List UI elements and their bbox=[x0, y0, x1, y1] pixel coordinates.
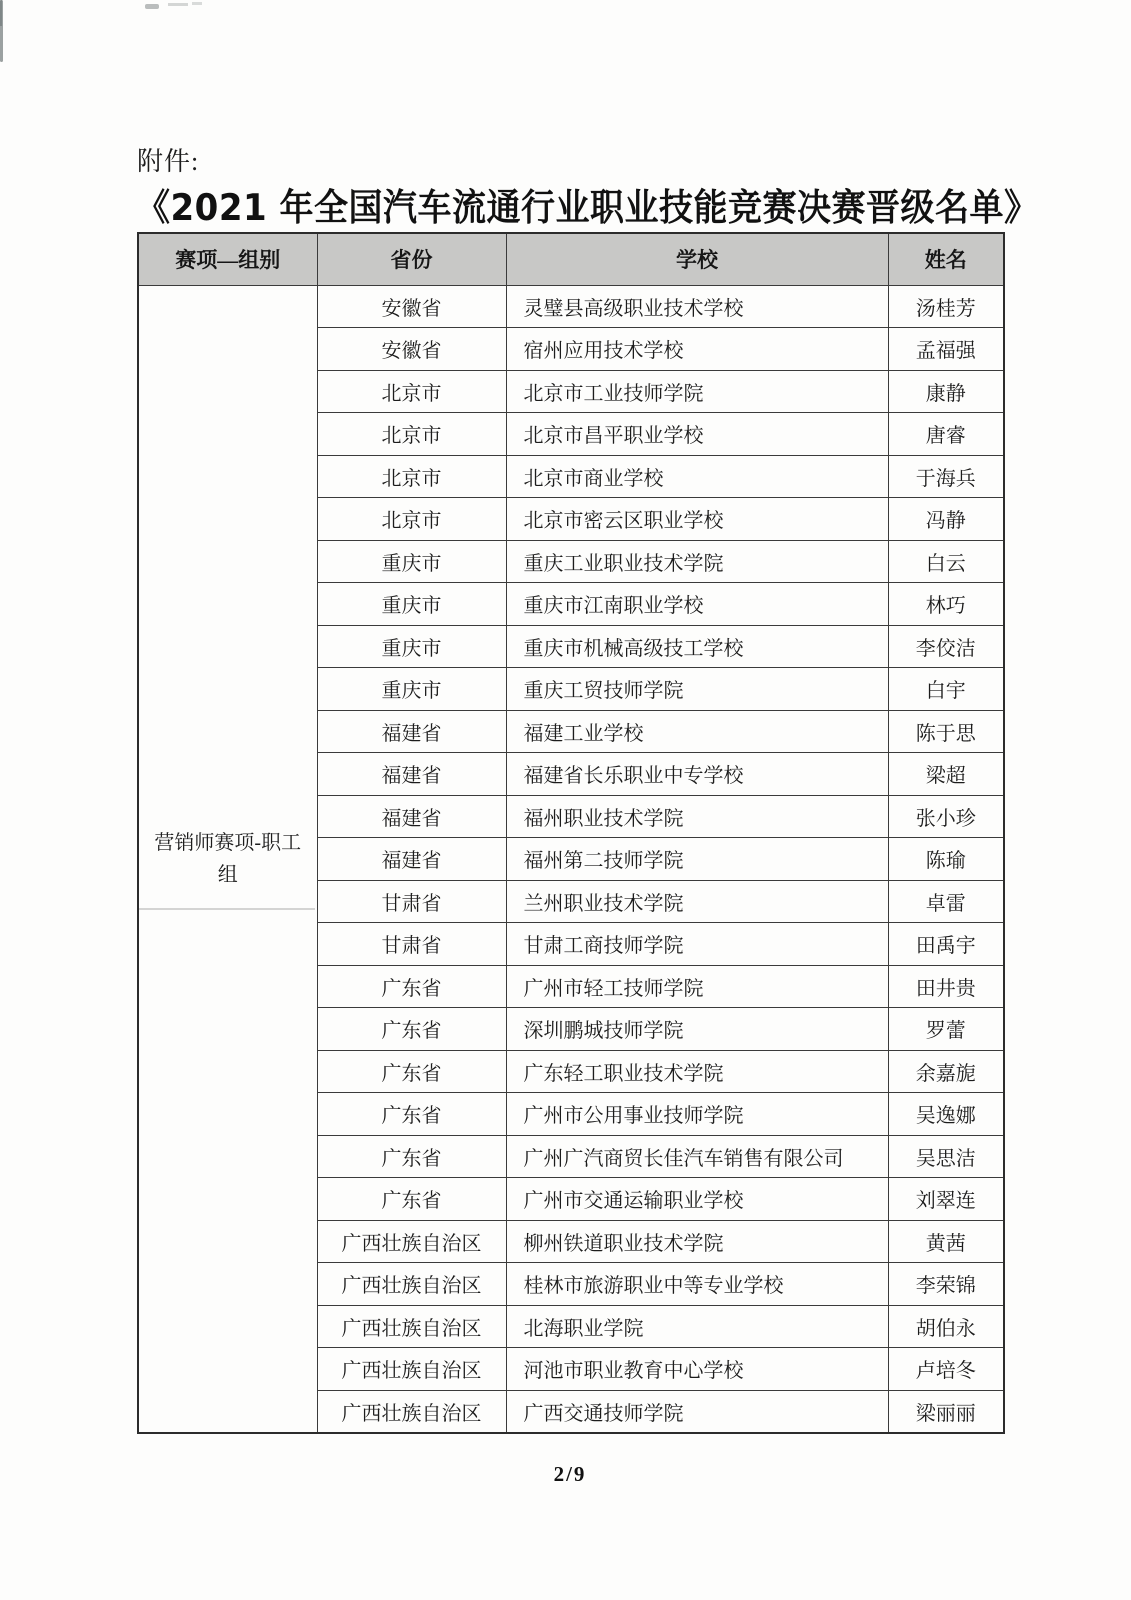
school-cell: 灵璧县高级职业技术学校 bbox=[506, 285, 888, 328]
name-cell: 胡伯永 bbox=[888, 1305, 1004, 1348]
scan-artifact-speck bbox=[168, 3, 188, 6]
name-cell: 梁丽丽 bbox=[888, 1390, 1004, 1433]
school-cell: 甘肃工商技师学院 bbox=[506, 923, 888, 966]
name-cell: 李荣锦 bbox=[888, 1263, 1004, 1306]
province-cell: 重庆市 bbox=[317, 625, 506, 668]
province-cell: 福建省 bbox=[317, 710, 506, 753]
province-cell: 北京市 bbox=[317, 413, 506, 456]
school-cell: 桂林市旅游职业中等专业学校 bbox=[506, 1263, 888, 1306]
province-cell: 北京市 bbox=[317, 455, 506, 498]
name-cell: 陈瑜 bbox=[888, 838, 1004, 881]
province-cell: 重庆市 bbox=[317, 540, 506, 583]
name-cell: 刘翠连 bbox=[888, 1178, 1004, 1221]
school-cell: 北京市商业学校 bbox=[506, 455, 888, 498]
school-cell: 福建省长乐职业中专学校 bbox=[506, 753, 888, 796]
school-cell: 北京市昌平职业学校 bbox=[506, 413, 888, 456]
school-cell: 广东轻工职业技术学院 bbox=[506, 1050, 888, 1093]
school-cell: 柳州铁道职业技术学院 bbox=[506, 1220, 888, 1263]
province-cell: 甘肃省 bbox=[317, 880, 506, 923]
province-cell: 广西壮族自治区 bbox=[317, 1263, 506, 1306]
document-title: 《2021 年全国汽车流通行业职业技能竞赛决赛晋级名单》 bbox=[136, 186, 1039, 230]
province-cell: 广东省 bbox=[317, 1135, 506, 1178]
province-cell: 广西壮族自治区 bbox=[317, 1348, 506, 1391]
table-row bbox=[138, 285, 1004, 328]
school-cell: 兰州职业技术学院 bbox=[506, 880, 888, 923]
province-cell: 安徽省 bbox=[317, 285, 506, 328]
promotion-roster-table bbox=[137, 232, 1005, 1434]
province-cell: 安徽省 bbox=[317, 328, 506, 371]
group-label: 营销师赛项-职工组 bbox=[154, 831, 302, 886]
province-cell: 广东省 bbox=[317, 1050, 506, 1093]
province-cell: 广西壮族自治区 bbox=[317, 1305, 506, 1348]
name-cell: 卓雷 bbox=[888, 880, 1004, 923]
school-cell: 福州第二技师学院 bbox=[506, 838, 888, 881]
school-cell: 北京市密云区职业学校 bbox=[506, 498, 888, 541]
name-cell: 余嘉旎 bbox=[888, 1050, 1004, 1093]
school-cell: 广州广汽商贸长佳汽车销售有限公司 bbox=[506, 1135, 888, 1178]
school-cell: 重庆工业职业技术学院 bbox=[506, 540, 888, 583]
name-cell: 罗蕾 bbox=[888, 1008, 1004, 1051]
province-cell: 重庆市 bbox=[317, 668, 506, 711]
name-cell: 卢培冬 bbox=[888, 1348, 1004, 1391]
page-number: 2/9 bbox=[553, 1462, 587, 1486]
name-cell: 李佼洁 bbox=[888, 625, 1004, 668]
table-header-row bbox=[138, 233, 1004, 285]
school-cell: 福州职业技术学院 bbox=[506, 795, 888, 838]
province-cell: 福建省 bbox=[317, 795, 506, 838]
col-header-school: 学校 bbox=[506, 233, 888, 285]
school-cell: 北京市工业技师学院 bbox=[506, 370, 888, 413]
name-cell: 康静 bbox=[888, 370, 1004, 413]
province-cell: 福建省 bbox=[317, 838, 506, 881]
school-cell: 广州市交通运输职业学校 bbox=[506, 1178, 888, 1221]
scan-artifact-speck bbox=[192, 2, 202, 5]
province-cell: 广西壮族自治区 bbox=[317, 1390, 506, 1433]
scan-artifact-streak bbox=[0, 0, 2, 26]
school-cell: 重庆市机械高级技工学校 bbox=[506, 625, 888, 668]
school-cell: 广西交通技师学院 bbox=[506, 1390, 888, 1433]
name-cell: 黄茜 bbox=[888, 1220, 1004, 1263]
col-header-group: 赛项—组别 bbox=[138, 233, 317, 285]
province-cell: 广西壮族自治区 bbox=[317, 1220, 506, 1263]
name-cell: 白云 bbox=[888, 540, 1004, 583]
attachment-label: 附件: bbox=[137, 147, 200, 176]
name-cell: 白宇 bbox=[888, 668, 1004, 711]
name-cell: 吴思洁 bbox=[888, 1135, 1004, 1178]
col-header-province: 省份 bbox=[317, 233, 506, 285]
name-cell: 陈于思 bbox=[888, 710, 1004, 753]
scan-artifact-speck bbox=[145, 4, 159, 9]
province-cell: 重庆市 bbox=[317, 583, 506, 626]
school-cell: 广州市公用事业技师学院 bbox=[506, 1093, 888, 1136]
name-cell: 梁超 bbox=[888, 753, 1004, 796]
province-cell: 福建省 bbox=[317, 753, 506, 796]
province-cell: 广东省 bbox=[317, 1093, 506, 1136]
province-cell: 广东省 bbox=[317, 965, 506, 1008]
col-header-name: 姓名 bbox=[888, 233, 1004, 285]
name-cell: 汤桂芳 bbox=[888, 285, 1004, 328]
province-cell: 甘肃省 bbox=[317, 923, 506, 966]
name-cell: 田禹宇 bbox=[888, 923, 1004, 966]
name-cell: 于海兵 bbox=[888, 455, 1004, 498]
name-cell: 林巧 bbox=[888, 583, 1004, 626]
school-cell: 重庆市江南职业学校 bbox=[506, 583, 888, 626]
group-cell bbox=[138, 285, 317, 1433]
province-cell: 北京市 bbox=[317, 370, 506, 413]
school-cell: 广州市轻工技师学院 bbox=[506, 965, 888, 1008]
school-cell: 河池市职业教育中心学校 bbox=[506, 1348, 888, 1391]
school-cell: 重庆工贸技师学院 bbox=[506, 668, 888, 711]
name-cell: 唐睿 bbox=[888, 413, 1004, 456]
province-cell: 北京市 bbox=[317, 498, 506, 541]
name-cell: 孟福强 bbox=[888, 328, 1004, 371]
scan-artifact-streak bbox=[0, 0, 3, 62]
school-cell: 北海职业学院 bbox=[506, 1305, 888, 1348]
school-cell: 宿州应用技术学校 bbox=[506, 328, 888, 371]
name-cell: 张小珍 bbox=[888, 795, 1004, 838]
name-cell: 吴逸娜 bbox=[888, 1093, 1004, 1136]
name-cell: 田井贵 bbox=[888, 965, 1004, 1008]
school-cell: 福建工业学校 bbox=[506, 710, 888, 753]
province-cell: 广东省 bbox=[317, 1008, 506, 1051]
school-cell: 深圳鹏城技师学院 bbox=[506, 1008, 888, 1051]
name-cell: 冯静 bbox=[888, 498, 1004, 541]
province-cell: 广东省 bbox=[317, 1178, 506, 1221]
